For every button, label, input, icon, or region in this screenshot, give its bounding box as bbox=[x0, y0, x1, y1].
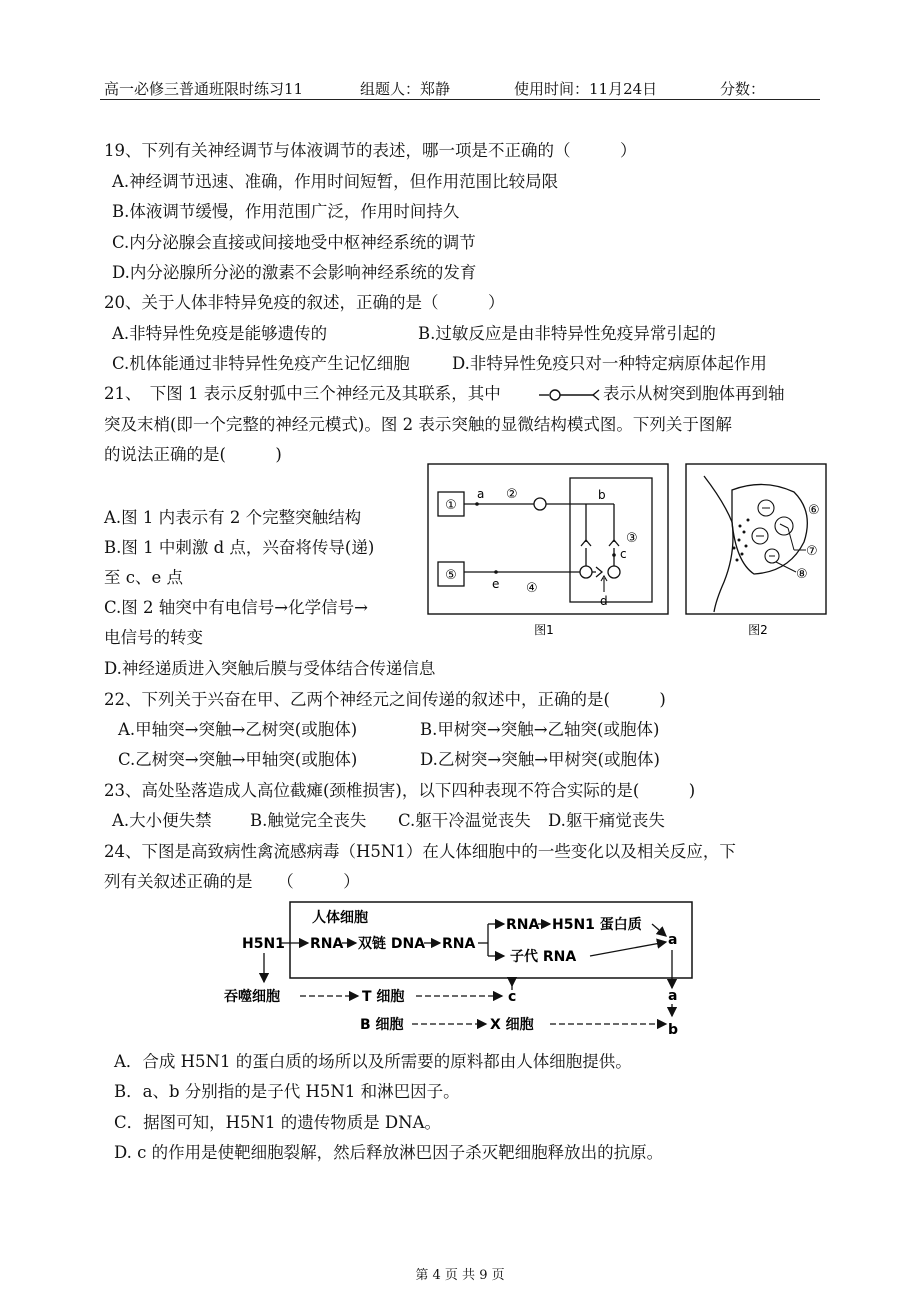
diagram-h5n1: H5N1 bbox=[242, 936, 285, 952]
q21-option-a: A.图 1 内表示有 2 个完整突触结构 bbox=[104, 508, 362, 527]
fig1-label-e: e bbox=[492, 577, 500, 591]
q20-option-d: D.非特异性免疫只对一种特定病原体起作用 bbox=[452, 354, 767, 373]
fig2-caption: 图2 bbox=[748, 623, 768, 637]
fig1-label-5: ⑤ bbox=[445, 568, 457, 583]
q22-option-c: C.乙树突→突触→甲轴突(或胞体) bbox=[118, 750, 358, 769]
diagram-dsdna: 双链 DNA bbox=[358, 936, 426, 952]
q21-option-b-line1: B.图 1 中刺激 d 点，兴奋将传导(递) bbox=[104, 538, 375, 557]
fig1-label-2: ② bbox=[506, 487, 518, 502]
fig1-label-3: ③ bbox=[626, 531, 638, 546]
q24-option-d: D. c 的作用是使靶细胞裂解，然后释放淋巴因子杀灭靶细胞释放出的抗原。 bbox=[114, 1143, 664, 1162]
q23-option-b: B.触觉完全丧失 bbox=[250, 811, 367, 830]
diagram-cell-label: 人体细胞 bbox=[312, 910, 368, 926]
q20-stem: 20、关于人体非特异免疫的叙述，正确的是（ ） bbox=[104, 293, 505, 312]
q19-option-b: B.体液调节缓慢，作用范围广泛，作用时间持久 bbox=[112, 202, 460, 221]
diagram-b: b bbox=[668, 1022, 679, 1038]
q22-option-a: A.甲轴突→突触→乙树突(或胞体) bbox=[118, 720, 358, 739]
page-number: 第 4 页 共 9 页 bbox=[415, 1268, 505, 1283]
diagram-child-rna: 子代 RNA bbox=[510, 949, 577, 965]
diagram-rna-1: RNA bbox=[310, 936, 344, 952]
q22-option-d: D.乙树突→突触→甲树突(或胞体) bbox=[420, 750, 660, 769]
fig1-caption: 图1 bbox=[534, 623, 554, 637]
q21-option-b-line2: 至 c、e 点 bbox=[104, 568, 183, 587]
fig1-label-a: a bbox=[477, 487, 485, 501]
diagram-a-2: a bbox=[668, 988, 678, 1004]
q23-option-a: A.大小便失禁 bbox=[112, 811, 212, 830]
figure-2-synapse bbox=[684, 462, 832, 642]
neuron-symbol-icon bbox=[537, 385, 601, 405]
q23-stem: 23、高处坠落造成人高位截瘫(颈椎损害)，以下四种表现不符合实际的是( ) bbox=[104, 781, 696, 800]
header-author: 组题人：郑静 bbox=[360, 80, 451, 98]
q24-stem-line1: 24、下图是高致病性禽流感病毒（H5N1）在人体细胞中的一些变化以及相关反应，下 bbox=[104, 842, 736, 861]
fig1-label-c: c bbox=[620, 547, 627, 561]
q21-stem-line1a: 21、 下图 1 表示反射弧中三个神经元及其联系，其中 bbox=[104, 384, 501, 403]
q22-option-b: B.甲树突→突触→乙轴突(或胞体) bbox=[420, 720, 660, 739]
q21-option-d: D.神经递质进入突触后膜与受体结合传递信息 bbox=[104, 659, 436, 678]
q23-option-c: C.躯干冷温觉丧失 bbox=[398, 811, 531, 830]
fig1-label-d: d bbox=[600, 594, 608, 608]
figure-1-reflex-arc bbox=[426, 462, 670, 642]
q20-option-b: B.过敏反应是由非特异性免疫异常引起的 bbox=[418, 324, 716, 343]
q24-option-c: C．据图可知，H5N1 的遗传物质是 DNA。 bbox=[114, 1113, 442, 1132]
diagram-bcell: B 细胞 bbox=[360, 1017, 404, 1033]
header-date: 使用时间：11月24日 bbox=[514, 80, 658, 98]
q19-option-d: D.内分泌腺所分泌的激素不会影响神经系统的发育 bbox=[112, 263, 477, 282]
q20-option-a: A.非特异性免疫是能够遗传的 bbox=[112, 324, 328, 343]
diagram-c: c bbox=[508, 989, 517, 1005]
diagram-rna-2: RNA bbox=[442, 936, 476, 952]
header-score: 分数： bbox=[720, 80, 766, 98]
q19-option-c: C.内分泌腺会直接或间接地受中枢神经系统的调节 bbox=[112, 233, 476, 252]
fig1-label-4: ④ bbox=[526, 581, 538, 596]
h5n1-flow-diagram bbox=[220, 898, 700, 1038]
diagram-tcell: T 细胞 bbox=[362, 989, 405, 1005]
diagram-phagocyte: 吞噬细胞 bbox=[224, 989, 280, 1005]
q24-option-b: B．a、b 分别指的是子代 H5N1 和淋巴因子。 bbox=[114, 1082, 460, 1101]
fig1-label-1: ① bbox=[445, 498, 457, 513]
q19-stem: 19、下列有关神经调节与体液调节的表述，哪一项是不正确的（ ） bbox=[104, 141, 637, 160]
diagram-protein: H5N1 蛋白质 bbox=[552, 917, 642, 933]
header-title: 高一必修三普通班限时练习11 bbox=[104, 80, 304, 98]
fig2-label-7: ⑦ bbox=[806, 544, 818, 559]
q24-stem-line2: 列有关叙述正确的是 （ ） bbox=[104, 872, 360, 891]
q21-stem-line3: 的说法正确的是( ) bbox=[104, 445, 282, 464]
diagram-rna-3: RNA bbox=[506, 917, 540, 933]
header-rule bbox=[100, 99, 820, 100]
q21-stem-line2: 突及末梢(即一个完整的神经元模式)。图 2 表示突触的显微结构模式图。下列关于图解 bbox=[104, 415, 732, 434]
q23-option-d: D.躯干痛觉丧失 bbox=[548, 811, 665, 830]
diagram-xcell: X 细胞 bbox=[490, 1017, 534, 1033]
fig1-label-b: b bbox=[598, 488, 606, 502]
q24-option-a: A．合成 H5N1 的蛋白质的场所以及所需要的原料都由人体细胞提供。 bbox=[114, 1052, 632, 1071]
q22-stem: 22、下列关于兴奋在甲、乙两个神经元之间传递的叙述中，正确的是( ) bbox=[104, 690, 666, 709]
q20-option-c: C.机体能通过非特异性免疫产生记忆细胞 bbox=[112, 354, 410, 373]
q21-stem-line1b: 表示从树突到胞体再到轴 bbox=[603, 384, 785, 403]
q21-option-c-line1: C.图 2 轴突中有电信号→化学信号→ bbox=[104, 598, 368, 617]
fig2-label-6: ⑥ bbox=[808, 503, 820, 518]
q21-option-c-line2: 电信号的转变 bbox=[104, 628, 203, 647]
fig2-label-8: ⑧ bbox=[796, 567, 808, 582]
q19-option-a: A.神经调节迅速、准确，作用时间短暂，但作用范围比较局限 bbox=[112, 172, 559, 191]
diagram-a: a bbox=[668, 932, 678, 948]
